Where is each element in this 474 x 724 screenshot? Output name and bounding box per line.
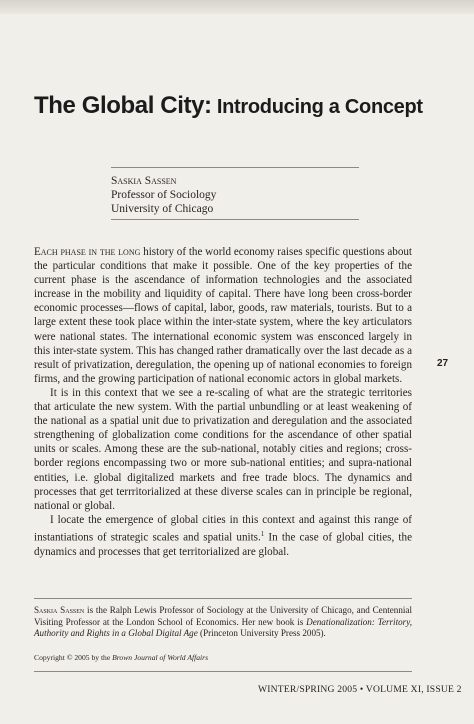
bio-text-end: (Princeton University Press 2005). (197, 628, 326, 639)
article-title-main: The Global City: (34, 92, 212, 119)
footnote-marker: 1 (260, 529, 265, 538)
author-bottom-rule (111, 219, 359, 220)
bio-author-name: Saskia Sassen (34, 605, 85, 615)
copyright-line (34, 653, 412, 663)
author-bio (34, 605, 412, 640)
author-name: Saskia Sassen (111, 175, 177, 187)
footnote-rule (34, 598, 412, 599)
copyright-prefix: Copyright © 2005 by the (34, 653, 113, 662)
bio-book-title: Denationalization: Territory, Authority and Rights in a Global Digital Age (34, 616, 413, 639)
author-position: Professor of Sociology (111, 189, 217, 201)
paragraph-3 (34, 513, 412, 559)
paragraph-3-text-end: In the case of global cities, the dynamics and processes that get territorialized are global. (34, 531, 412, 558)
article-title (34, 92, 454, 120)
lead-small-caps: Each phase in the long (34, 246, 141, 258)
author-block (111, 174, 311, 216)
article-title-sub: Introducing a Concept (211, 96, 423, 118)
paragraph-2: It is in this context that we see a re-scaling of what are the strategic territories that articulate the new system. With the partial unbundling or at least weakening of the national as a spatial unit due to privatization and deregulation and the associated strengthening of globalization come conditions for the ascendance of other spatial units or scales. Among these are the sub-national, notably cities and regions; cross-border regions encompassing two or more sub-national entities; and supra-national entities, i.e. global digitalized markets and free trade blocs. The dynamics and processes that get terrritorialized at these diverse scales can in principle be regional, national or global. (34, 386, 412, 512)
scan-top-edge (0, 0, 474, 14)
bottom-rule (34, 671, 412, 672)
bio-text: is the Ralph Lewis Professor of Sociology at the University of Chicago, and Centennial Visiting Professor at the London School of Economics. Her new book is (34, 605, 412, 627)
author-top-rule (111, 167, 359, 168)
article-body (34, 245, 412, 559)
paragraph-1 (34, 245, 412, 386)
paragraph-3-text: I locate the emergence of global cities in this context and against this range of instantiations of strategic scales and spatial units. (34, 513, 412, 544)
page-number: 27 (437, 358, 449, 369)
paragraph-1-text: history of the world economy raises specific questions about the particular conditions that make it possible. One of the key properties of the current phase is the ascendance of information technologies and the associated increase in the mobility and liquidity of capital. There have long been cross-border economic processes—flows of capital, labor, goods, raw materials, tourists. But to a large extent these took place within the inter-state system, where the key articulators were national states. The international economic system was ensconced largely in this inter-state system. This has changed rather dramatically over the last decade as a result of privatization, deregulation, the opening up of national economies to foreign firms, and the growing participation of national economic actors in global markets. (34, 246, 412, 385)
author-affiliation: University of Chicago (111, 203, 214, 215)
journal-name: Brown Journal of World Affairs (112, 653, 209, 662)
running-footer: WINTER/SPRING 2005 • VOLUME XI, ISSUE 2 (258, 684, 462, 695)
